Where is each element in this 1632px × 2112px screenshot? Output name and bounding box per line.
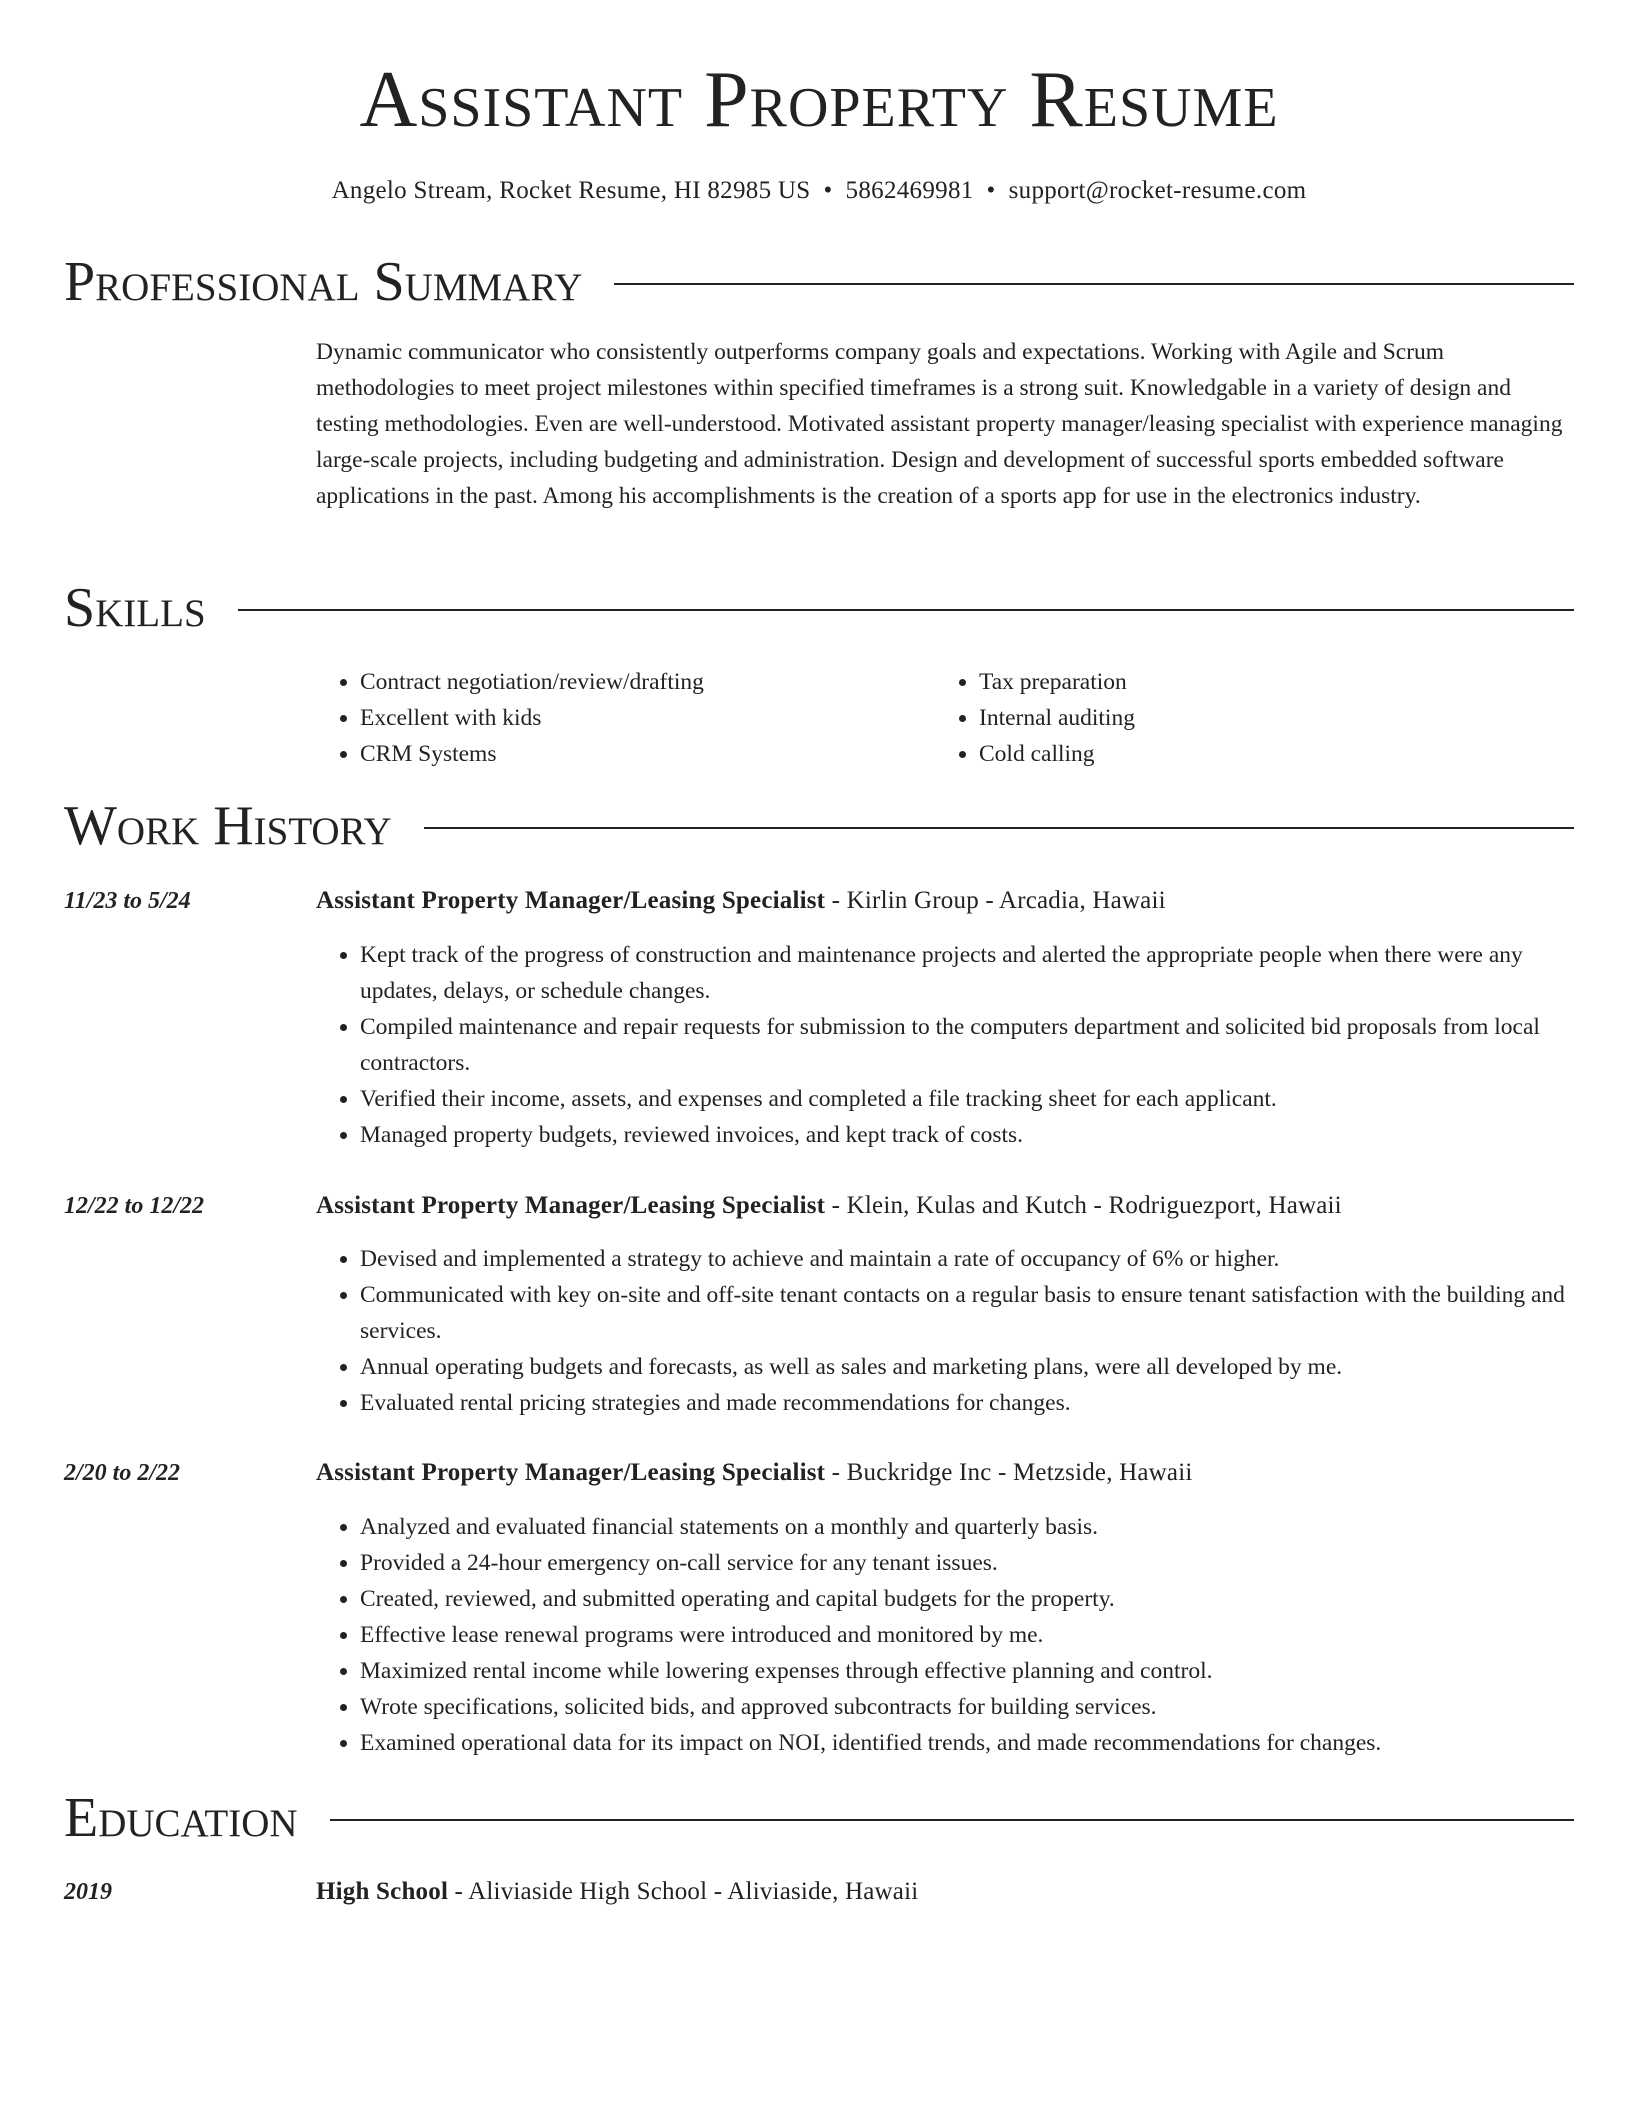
job-bullet: • Analyzed and evaluated financial statements on a monthly and quarterly basis.	[360, 1509, 1574, 1545]
skill-item: • Cold calling	[979, 736, 1554, 772]
contact-email: support@rocket-resume.com	[1008, 177, 1307, 204]
job-bullet: • Maximized rental income while lowering expenses through effective planning and control.	[360, 1653, 1574, 1689]
job-bullet: • Annual operating budgets and forecasts, as well as sales and marketing plans, were all developed by me.	[360, 1349, 1574, 1385]
job-bullet: • Wrote specifications, solicited bids, and approved subcontracts for building services.	[360, 1689, 1574, 1725]
skill-item: • Excellent with kids	[360, 700, 935, 736]
job-details: - Klein, Kulas and Kutch - Rodriguezport, Hawaii	[825, 1192, 1342, 1219]
job-bullet: • Evaluated rental pricing strategies and made recommendations for changes.	[360, 1385, 1574, 1421]
job-bullet: • Compiled maintenance and repair requests for submission to the computers department and solicited bid proposals from local contractors.	[360, 1009, 1574, 1081]
job-bullets	[316, 1241, 1574, 1421]
contact-line	[64, 174, 1574, 208]
skills-list	[316, 664, 1574, 772]
skill-item: • Contract negotiation/review/drafting	[360, 664, 935, 700]
contact-separator: •	[823, 177, 833, 204]
education-heading-line	[316, 1874, 1574, 1910]
section-divider	[238, 609, 1574, 611]
job-bullet: • Verified their income, assets, and expenses and completed a file tracking sheet for each applicant.	[360, 1081, 1574, 1117]
job-title: Assistant Property Manager/Leasing Specialist	[316, 1459, 826, 1486]
job-dates: 11/23 to 5/24	[64, 888, 191, 914]
job-heading	[316, 883, 1574, 919]
job-dates: 2/20 to 2/22	[64, 1460, 181, 1486]
job-details: - Buckridge Inc - Metzside, Hawaii	[825, 1459, 1193, 1486]
job-bullet: • Communicated with key on-site and off-site tenant contacts on a regular basis to ensure tenant satisfaction with the building and services.	[360, 1277, 1574, 1349]
section-divider	[330, 1819, 1574, 1821]
job-dates: 12/22 to 12/22	[64, 1193, 205, 1219]
job-bullet: • Provided a 24-hour emergency on-call service for any tenant issues.	[360, 1545, 1574, 1581]
job-bullet: • Examined operational data for its impact on NOI, identified trends, and made recommendations for changes.	[360, 1725, 1574, 1761]
summary-heading: Professional Summary	[64, 251, 583, 313]
contact-address: Angelo Stream, Rocket Resume, HI 82985 US	[331, 177, 811, 204]
skills-section-header	[64, 577, 1574, 639]
skill-item: • CRM Systems	[360, 736, 935, 772]
job-bullet: • Kept track of the progress of construction and maintenance projects and alerted the appropriate people when there were any updates, delays, or schedule changes.	[360, 937, 1574, 1009]
contact-phone: 5862469981	[845, 177, 974, 204]
section-divider	[614, 283, 1574, 285]
skill-item: • Tax preparation	[979, 664, 1554, 700]
education-degree: High School	[316, 1878, 449, 1905]
job-title: Assistant Property Manager/Leasing Specialist	[316, 887, 826, 914]
job-details: - Kirlin Group - Arcadia, Hawaii	[825, 887, 1166, 914]
job-bullets	[316, 1509, 1574, 1761]
job-heading	[316, 1188, 1574, 1224]
summary-text: Dynamic communicator who consistently outperforms company goals and expectations. Working with Agile and Scrum methodologies to meet project milestones within specified timeframes is a strong suit. Knowledgable in a variety of design and testing methodologies. Even are well-understood. Motivated assistant property manager/leasing specialist with experience managing large-scale projects, including budgeting and administration. Design and development of successful sports embedded software applications in the past. Among his accomplishments is the creation of a sports app for use in the electronics industry.	[316, 339, 1563, 509]
education-year: 2019	[64, 1879, 112, 1905]
job-bullets	[316, 937, 1574, 1153]
education-details: - Aliviaside High School - Aliviaside, Hawaii	[448, 1878, 919, 1905]
job-bullet: • Devised and implemented a strategy to achieve and maintain a rate of occupancy of 6% or higher.	[360, 1241, 1574, 1277]
skill-item: • Internal auditing	[979, 700, 1554, 736]
job-bullet: • Managed property budgets, reviewed invoices, and kept track of costs.	[360, 1117, 1574, 1153]
summary-section-header	[64, 251, 1574, 313]
job-heading	[316, 1455, 1574, 1491]
skills-heading: Skills	[64, 577, 206, 639]
resume-title: Assistant Property Resume	[359, 56, 1279, 144]
job-bullet: • Effective lease renewal programs were introduced and monitored by me.	[360, 1617, 1574, 1653]
work-section-header	[64, 795, 1574, 857]
skills-column-left	[316, 664, 935, 772]
skills-column-right	[935, 664, 1554, 772]
job-bullet: • Created, reviewed, and submitted operating and capital budgets for the property.	[360, 1581, 1574, 1617]
education-heading: Education	[64, 1787, 298, 1849]
contact-separator: •	[986, 177, 996, 204]
section-divider	[424, 827, 1574, 829]
work-heading: Work History	[64, 795, 392, 857]
job-title: Assistant Property Manager/Leasing Specialist	[316, 1192, 826, 1219]
education-section-header	[64, 1787, 1574, 1849]
